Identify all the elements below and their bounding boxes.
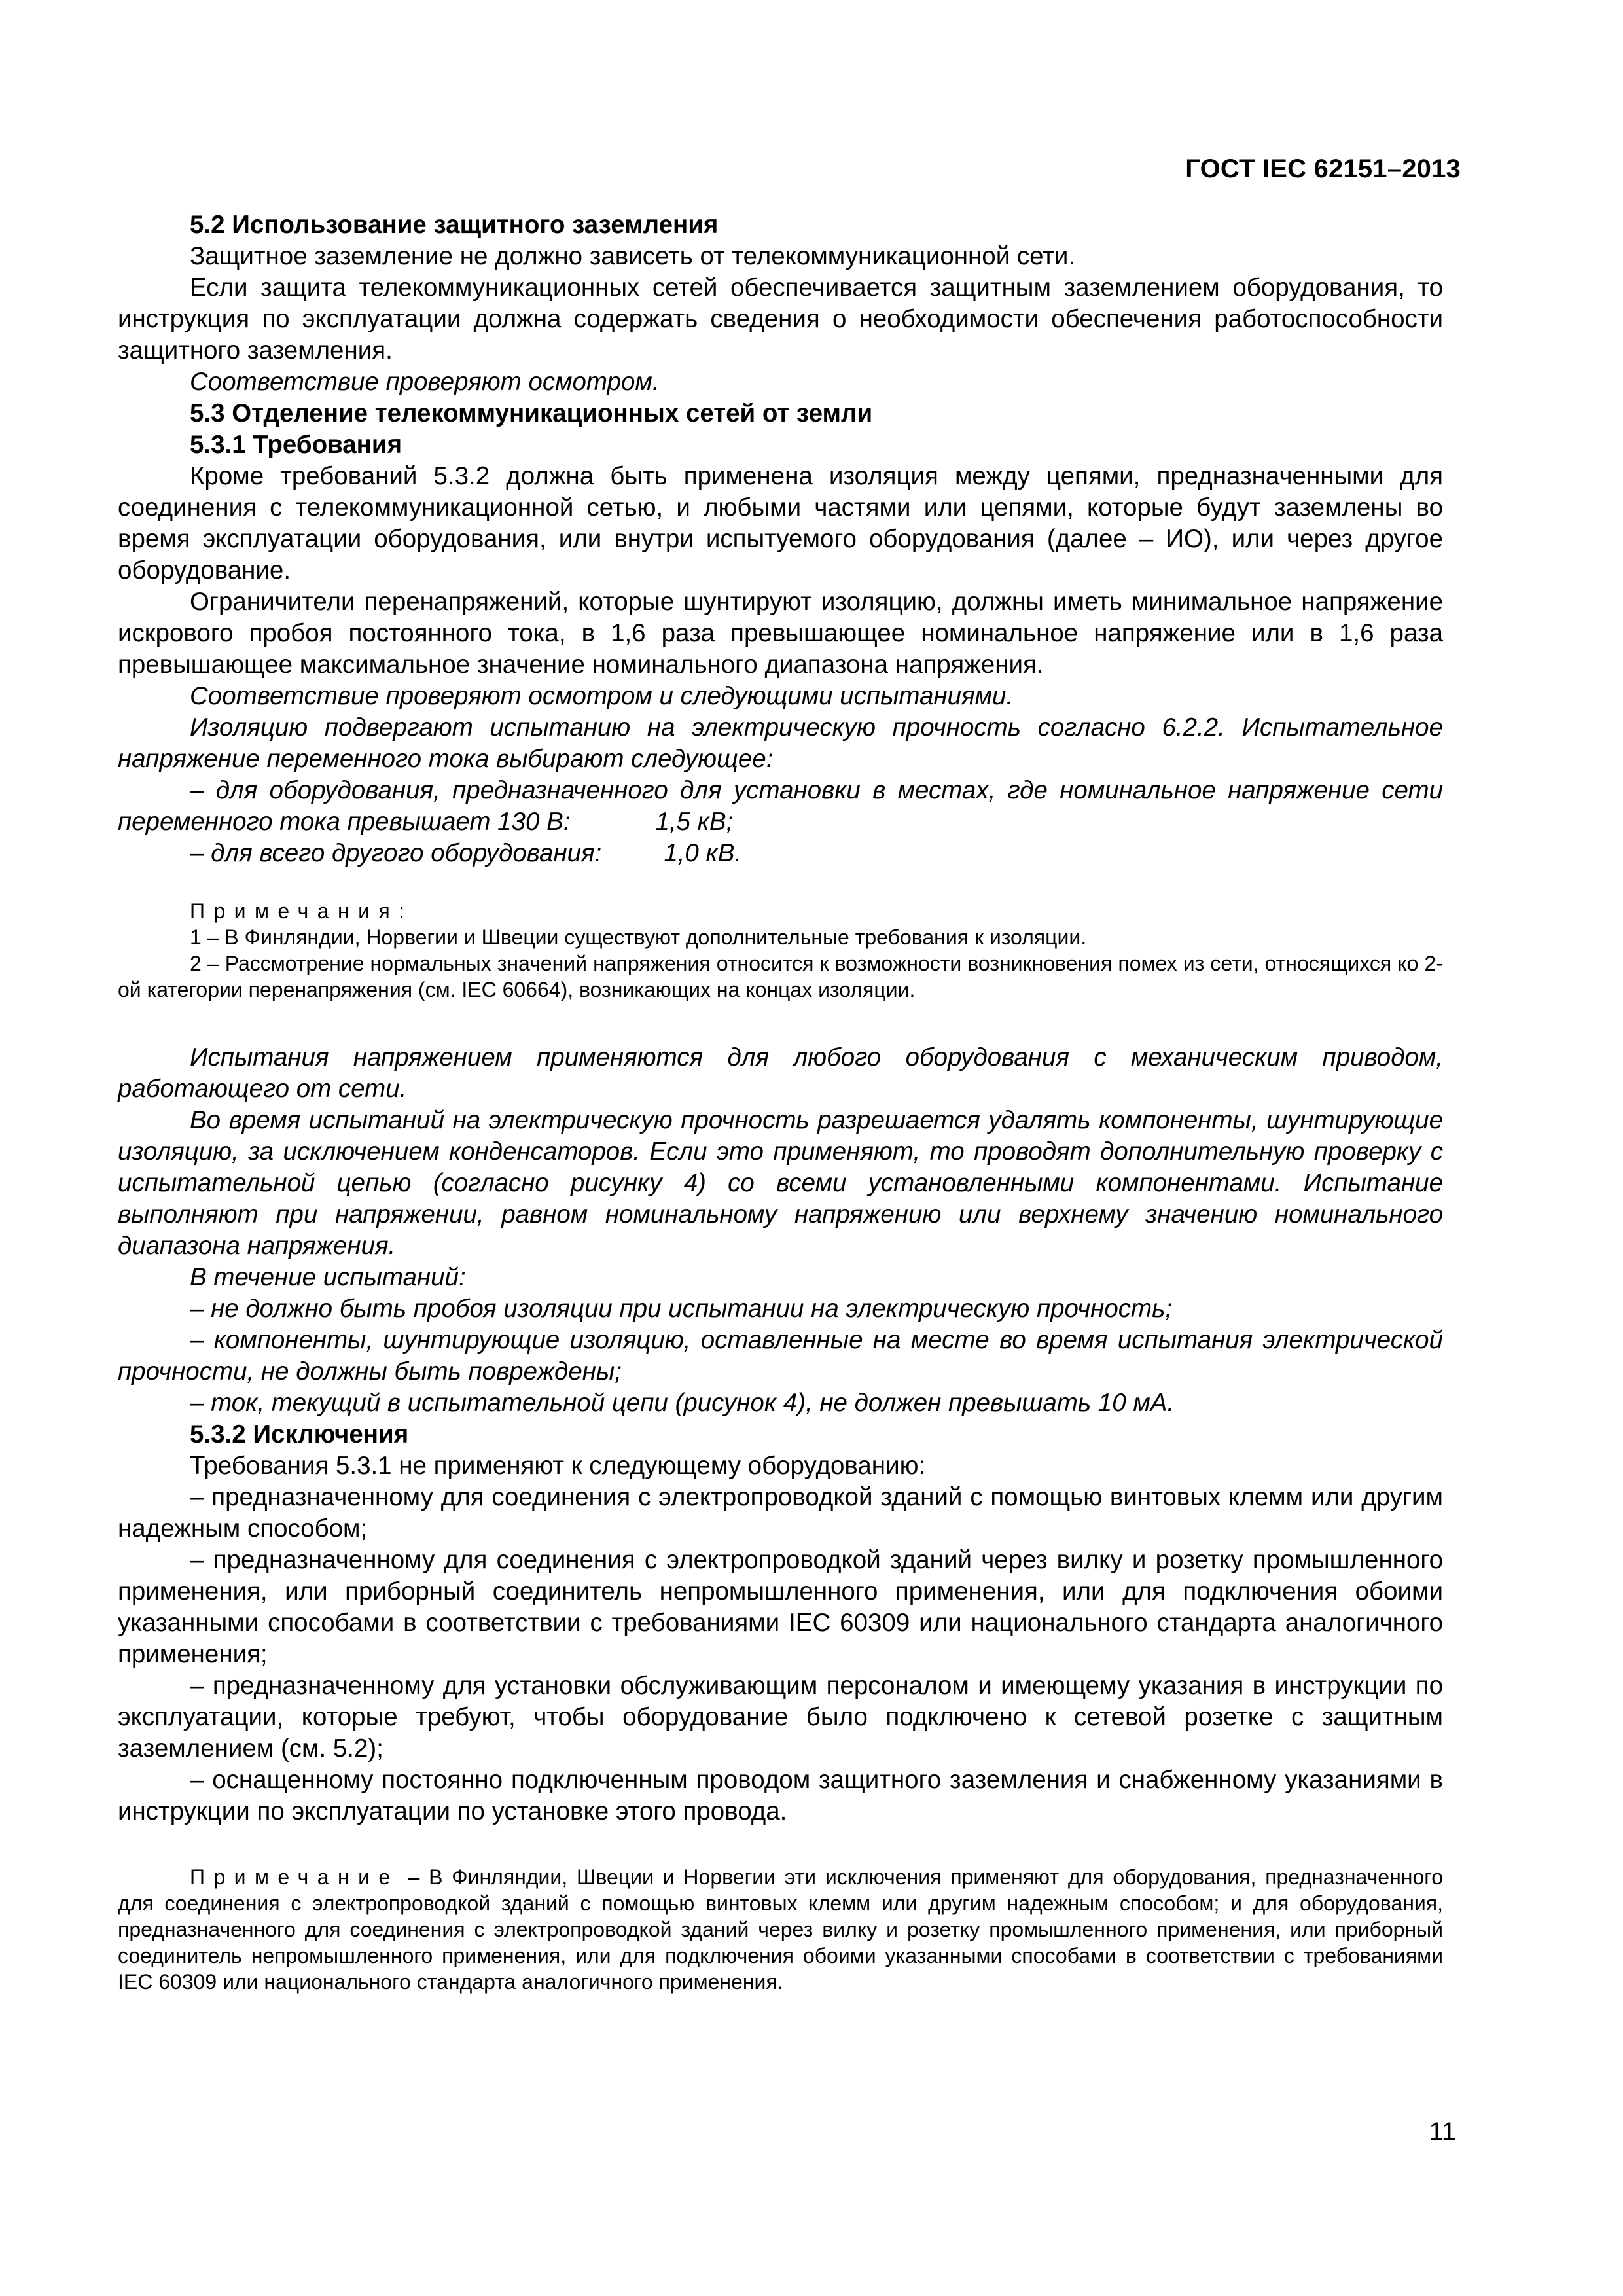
spacer (118, 1003, 1443, 1042)
paragraph: В течение испытаний: (190, 1263, 466, 1291)
paragraph: Кроме требований 5.3.2 должна быть применена изоляция между цепями, предназначенными для соединения с телекоммуникационной сетью, и любыми частями или цепями, которые будут заземлены во время эксплуатации оборудования, или внутри испытуемого оборудования (далее – ИО), или через другое оборудование. (118, 462, 1443, 584)
compliance-paragraph: Соответствие проверяют осмотром. (190, 368, 660, 396)
note-item: 1 – В Финляндии, Норвегии и Швеции существуют дополнительные требования к изоляции. (190, 925, 1087, 949)
note-item: 2 – Рассмотрение нормальных значений напряжения относится к возможности возникновения помех из сети, относящихся ко 2-ой категории перенапряжения (см. IEC 60664), возникающих на концах изоляции. (118, 952, 1443, 1001)
note-text: – В Финляндии, Швеции и Норвегии эти исключения применяют для оборудования, предназначенного для соединения с электропроводкой зданий с помощью винтовых клемм или другим надежным способом; и для оборудования, предназначенного для соединения с электропроводкой зданий через вилку и розетку промышленного применения, или приборный соединитель непромышленного применения, или для подключения обоими указанными способами в соответствии с требованиями IEC 60309 или национального стандарта аналогичного применения. (118, 1865, 1443, 1994)
page-number: 11 (1429, 2117, 1456, 2146)
note-paragraph (118, 1864, 1443, 1995)
compliance-paragraph: Соответствие проверяют осмотром и следующими испытаниями. (190, 682, 1014, 710)
paragraph: Требования 5.3.1 не применяют к следующему оборудованию: (190, 1452, 926, 1480)
paragraph: Во время испытаний на электрическую прочность разрешается удалять компоненты, шунтирующие изоляцию, за исключением конденсаторов. Если это применяют, то проводят дополнительную проверку с испытательной цепью (согласно рисунку 4) со всеми установленными компонентами. Испытание выполняют при напряжении, равном номинальному напряжению или верхнему значению номинального диапазона напряжения. (118, 1106, 1443, 1260)
list-item: – оснащенному постоянно подключенным проводом защитного заземления и снабженному указаниями в инструкции по эксплуатации по установке этого провода. (118, 1766, 1443, 1825)
paragraph: Испытания напряжением применяются для любого оборудования с механическим приводом, работающего от сети. (118, 1043, 1443, 1103)
paragraph: Защитное заземление не должно зависеть от телекоммуникационной сети. (190, 242, 1076, 270)
list-item (118, 775, 1443, 838)
section-5-3-1-heading: 5.3.1 Требования (190, 431, 402, 459)
section-5-3-2-heading: 5.3.2 Исключения (190, 1420, 409, 1448)
list-item: – компоненты, шунтирующие изоляцию, оставленные на месте во время испытания электрической прочности, не должны быть повреждены; (118, 1326, 1443, 1386)
paragraph: Если защита телекоммуникационных сетей обеспечивается защитным заземлением оборудования, то инструкция по эксплуатации должна содержать сведения о необходимости обеспечения работоспособности защитного заземления. (118, 274, 1443, 365)
list-item: – не должно быть пробоя изоляции при испытании на электрическую прочность; (190, 1295, 1173, 1323)
notes-block (118, 898, 1443, 1003)
list-item: – ток, текущий в испытательной цепи (рисунок 4), не должен превышать 10 мА. (190, 1389, 1175, 1417)
list-item: – предназначенному для соединения с электропроводкой зданий через вилку и розетку промышленного применения, или приборный соединитель непромышленного применения, или для подключения обоими указанными способами в соответствии с требованиями IEC 60309 или национального стандарта аналогичного применения; (118, 1546, 1443, 1668)
voltage-value: 1,0 кВ. (664, 839, 742, 867)
document-code-header: ГОСТ IEC 62151–2013 (1185, 154, 1461, 183)
list-item-text: – для всего другого оборудования: (190, 839, 602, 867)
list-item-text: – для оборудования, предназначенного для установки в местах, где номинальное напряжение сети переменного тока превышает 130 В: (118, 776, 1443, 836)
section-5-3-heading: 5.3 Отделение телекоммуникационных сетей от земли (190, 399, 873, 427)
notes-title: Примечания: (190, 899, 414, 923)
test-voltage-paragraph: Изоляцию подвергают испытанию на электрическую прочность согласно 6.2.2. Испытательное напряжение переменного тока выбирают следующее: (118, 713, 1443, 773)
list-item: – предназначенному для установки обслуживающим персоналом и имеющему указания в инструкции по эксплуатации, которые требуют, чтобы оборудование было подключено к сетевой розетке с защитным заземлением (см. 5.2); (118, 1672, 1443, 1763)
exceptions-note (118, 1864, 1443, 1995)
voltage-value: 1,5 кВ; (655, 808, 734, 836)
list-item: – предназначенному для соединения с электропроводкой зданий с помощью винтовых клемм или другим надежным способом; (118, 1483, 1443, 1543)
section-5-2-heading: 5.2 Использование защитного заземления (190, 211, 719, 239)
page-content (118, 209, 1443, 1995)
list-item (118, 838, 1443, 869)
note-label: Примечание (190, 1865, 399, 1889)
paragraph: Ограничители перенапряжений, которые шунтируют изоляцию, должны иметь минимальное напряжение искрового пробоя постоянного тока, в 1,6 раза превышающее номинальное напряжение или в 1,6 раза превышающее максимальное значение номинального диапазона напряжения. (118, 588, 1443, 679)
